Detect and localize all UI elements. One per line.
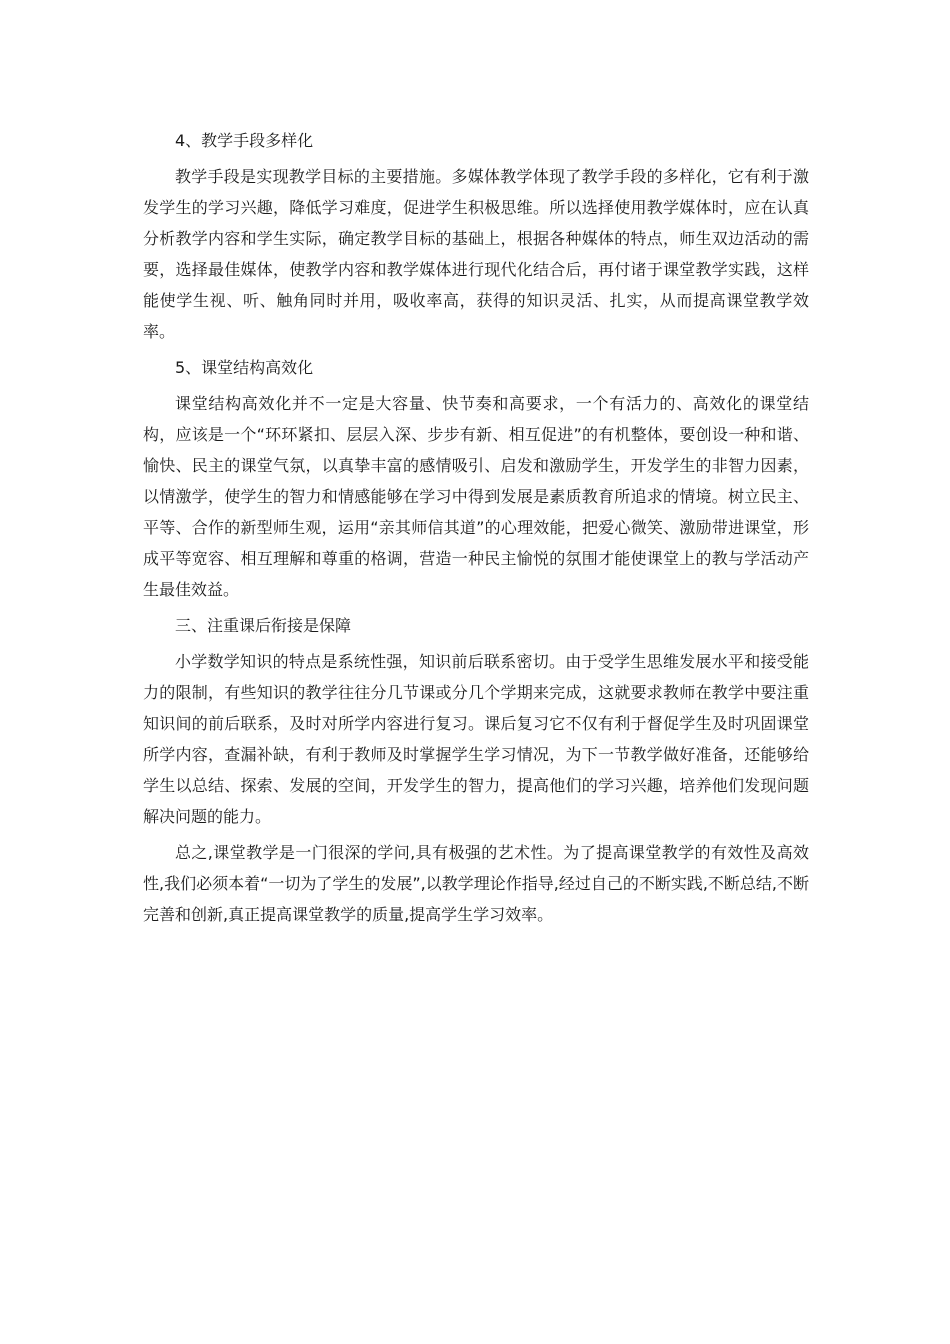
paragraph-classroom-structure: 课堂结构高效化并不一定是大容量、快节奏和高要求，一个有活力的、高效化的课堂结构，应该是一个“环环紧扣、层层入深、步步有新、相互促进”的有机整体，要创设一种和谐、愉快、民主的课堂气氛，以真挚丰富的感情吸引、启发和激励学生，开发学生的非智力因素，以情激学，使学生的智力和情感能够在学习中得到发展是素质教育所追求的情境。树立民主、平等、合作的新型师生观，运用“亲其师信其道”的心理效能，把爱心微笑、激励带进课堂，形成平等宽容、相互理解和尊重的格调，营造一种民主愉悦的氛围才能使课堂上的教与学活动产生最佳效益。 [143,394,809,599]
paragraph-teaching-methods: 教学手段是实现教学目标的主要措施。多媒体教学体现了教学手段的多样化，它有利于激发学生的学习兴趣，降低学习难度，促进学生积极思维。所以选择使用教学媒体时，应在认真分析教学内容和学生实际，确定教学目标的基础上，根据各种媒体的特点，师生双边活动的需要，选择最佳媒体，使教学内容和教学媒体进行现代化结合后，再付诸于课堂教学实践，这样能使学生视、听、触角同时并用，吸收率高，获得的知识灵活、扎实，从而提高课堂教学效率。 [143,167,809,341]
section-heading-classroom-structure: 5、课堂结构高效化 [175,358,314,377]
section-heading-after-class: 三、注重课后衔接是保障 [175,616,352,635]
document-body [143,125,809,930]
paragraph-after-class: 小学数学知识的特点是系统性强，知识前后联系密切。由于受学生思维发展水平和接受能力的限制，有些知识的教学往往分几节课或分几个学期来完成，这就要求教师在教学中要注重知识间的前后联系，及时对所学内容进行复习。课后复习它不仅有利于督促学生及时巩固课堂所学内容，查漏补缺，有利于教师及时掌握学生学习情况，为下一节教学做好准备，还能够给学生以总结、探索、发展的空间，开发学生的智力，提高他们的学习兴趣，培养他们发现问题解决问题的能力。 [143,652,809,826]
section-heading-teaching-methods: 4、教学手段多样化 [175,131,314,150]
paragraph-conclusion: 总之,课堂教学是一门很深的学问,具有极强的艺术性。为了提高课堂教学的有效性及高效性,我们必须本着“一切为了学生的发展”,以教学理论作指导,经过自己的不断实践,不断总结,不断完善和创新,真正提高课堂教学的质量,提高学生学习效率。 [143,843,810,924]
